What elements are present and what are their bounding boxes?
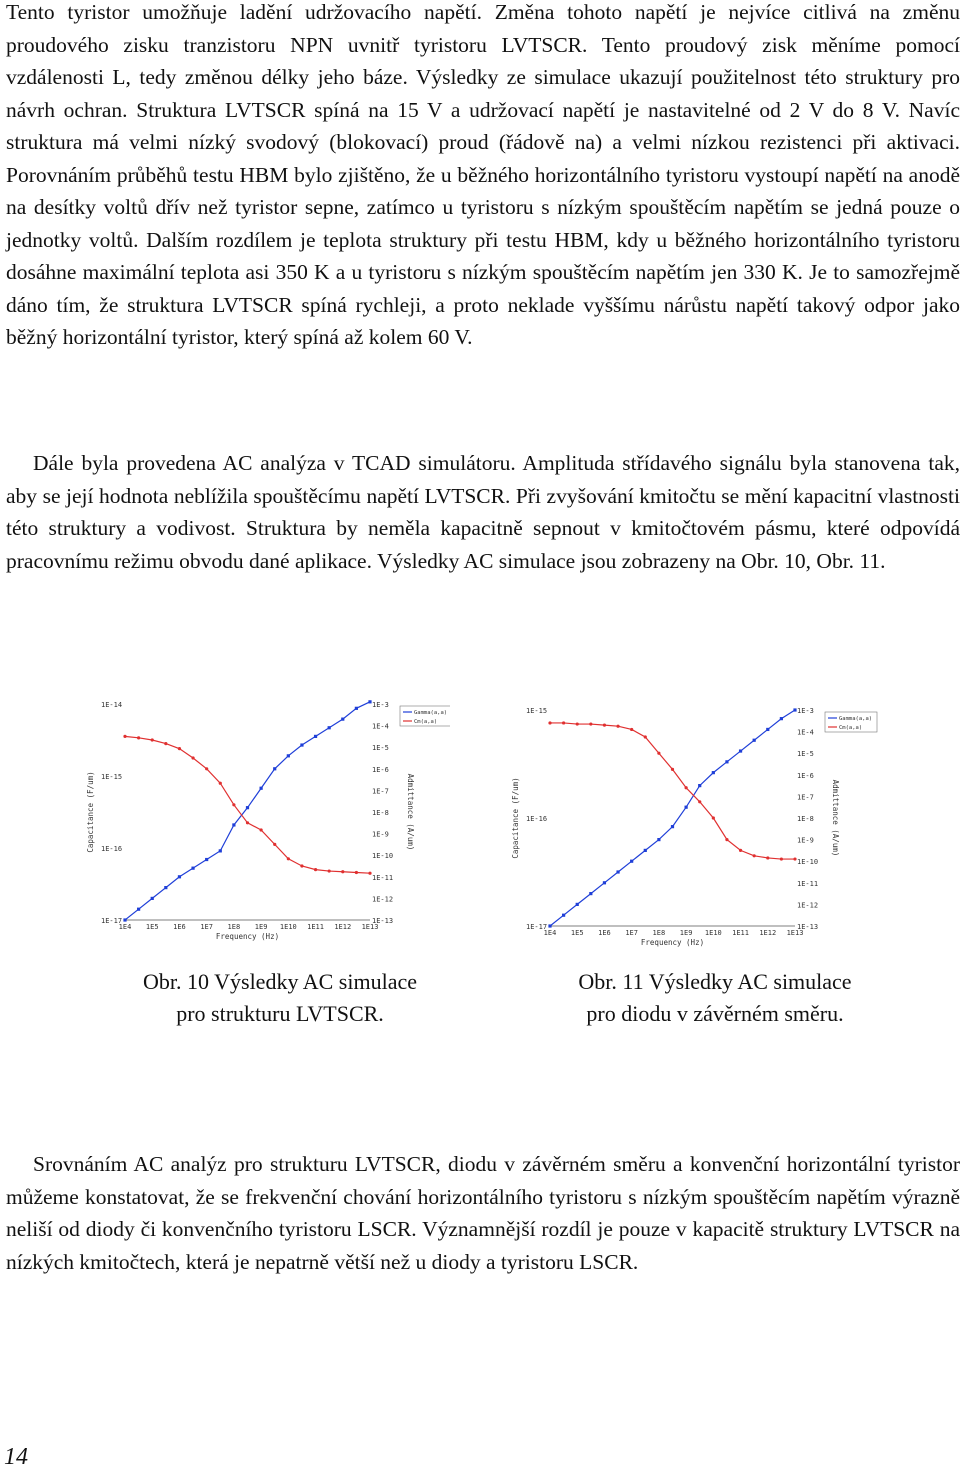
data-point-capacitance	[671, 768, 674, 771]
data-point-capacitance	[548, 721, 551, 724]
data-point-capacitance	[725, 838, 728, 841]
series-line-Gamma(a,a)	[125, 702, 370, 920]
figure-11-caption-line2: pro diodu v závěrném směru.	[586, 1001, 844, 1026]
paragraph-1: Tento tyristor umožňuje ladění udržovacího napětí. Změna tohoto napětí je nejvíce citlivá na změnu proudového zisku tranzistoru NPN uvnitř tyristoru LVTSCR. Tento proudový zisk měníme pomocí vzdálenosti L, tedy změnou délky jeho báze. Výsledky ze simulace ukazují použitelnost této struktury pro návrh ochran. Struktura LVTSCR spíná na 15 V a udržovací napětí je nastavitelné od 2 V do 8 V. Navíc struktura má velmi nízký svodový (blokovací) proud (řádově na) a velmi nízkou rezistenci při aktivaci. Porovnáním průběhů testu HBM bylo zjištěno, že u běžného horizontálního tyristoru vystoupí napětí na anodě na desítky voltů dřív než tyristor sepne, zatímco u tyristoru s nízkým spouštěcím napětím se jedná pouze o jednotky voltů. Dalším rozdílem je teplota struktury při testu HBM, kdy u běžného horizontálního tyristoru dosáhne maximální teplota asi 350 K a u tyristoru s nízkým spouštěcím napětím jen 330 K. Je to samozřejmě dáno tím, že struktura LVTSCR spíná rychleji, a proto neklade vyššímu nárůstu napětí takový odpor jako běžný horizontální tyristor, který spíná až kolem 60 V.	[6, 0, 960, 349]
data-point-admittance	[137, 908, 140, 911]
x-tick-label: 1E6	[173, 923, 186, 931]
data-point-admittance	[698, 784, 701, 787]
x-tick-label: 1E13	[361, 923, 379, 931]
y2-tick-label: 1E-3	[797, 707, 814, 715]
x-tick-label: 1E4	[543, 929, 557, 937]
x-tick-label: 1E5	[570, 929, 584, 937]
x-tick-label: 1E8	[227, 923, 241, 931]
x-tick-label: 1E11	[732, 929, 749, 937]
figure-11-chart	[505, 698, 880, 948]
data-point-capacitance	[355, 871, 358, 874]
data-point-capacitance	[123, 735, 126, 738]
page-number: 14	[4, 1444, 28, 1470]
figure-10-caption-line2: pro strukturu LVTSCR.	[176, 1001, 384, 1026]
legend-label: Cm(a,a)	[839, 725, 863, 731]
legend-label: Cm(a,a)	[414, 719, 438, 725]
data-point-admittance	[368, 700, 371, 703]
x-tick-label: 1E7	[200, 923, 213, 931]
y-tick-label: 1E-17	[526, 923, 548, 931]
paragraph-3: Srovnáním AC analýz pro strukturu LVTSCR, diodu v závěrném směru a konvenční horizontální tyristor můžeme konstatovat, že se frekvenční chování horizontálního tyristoru s nízkým spouštěcím napětím výrazně neliší od diody či konvenčního tyristoru LSCR. Významnější rozdíl je pouze v kapacitě struktury LVTSCR na nízkých kmitočtech, která je nepatrně větší než u diody a tyristoru LSCR.	[6, 1152, 960, 1274]
data-point-admittance	[151, 897, 154, 900]
data-point-capacitance	[164, 742, 167, 745]
y-tick-label: 1E-15	[101, 773, 123, 781]
y-tick-label: 1E-16	[101, 845, 123, 853]
y-axis-label: Capacitance (F/um)	[86, 771, 95, 853]
data-point-admittance	[260, 787, 263, 790]
x-tick-label: 1E5	[145, 923, 159, 931]
data-point-admittance	[287, 754, 290, 757]
legend-label: Gamma(a,a)	[414, 710, 448, 716]
data-point-capacitance	[191, 756, 194, 759]
data-point-capacitance	[589, 722, 592, 725]
y2-tick-label: 1E-6	[372, 765, 389, 774]
data-point-capacitance	[178, 747, 181, 750]
figure-11-caption	[525, 966, 905, 1030]
y2-tick-label: 1E-4	[797, 728, 814, 737]
x-tick-label: 1E10	[704, 929, 722, 937]
x-tick-label: 1E8	[652, 929, 666, 937]
data-point-admittance	[616, 870, 619, 873]
y2-tick-label: 1E-12	[797, 901, 819, 910]
data-point-admittance	[548, 924, 551, 927]
data-point-admittance	[246, 806, 249, 809]
data-point-admittance	[300, 743, 303, 746]
data-point-capacitance	[205, 767, 208, 770]
figure-10-caption	[80, 966, 480, 1030]
y2-tick-label: 1E-11	[372, 873, 394, 882]
data-point-capacitance	[712, 816, 715, 819]
data-point-admittance	[328, 726, 331, 729]
data-point-admittance	[712, 771, 715, 774]
data-point-admittance	[766, 728, 769, 731]
x-tick-label: 1E11	[307, 923, 324, 931]
figure-10-chart	[80, 692, 450, 942]
y-tick-label: 1E-17	[101, 917, 123, 925]
data-point-capacitance	[341, 870, 344, 873]
data-point-admittance	[603, 881, 606, 884]
x-tick-label: 1E9	[254, 923, 268, 931]
data-point-capacitance	[328, 869, 331, 872]
x-tick-label: 1E6	[598, 929, 611, 937]
data-point-admittance	[685, 806, 688, 809]
y2-axis-label: Admittance (A/um)	[831, 779, 840, 857]
x-tick-label: 1E13	[786, 929, 804, 937]
paragraph-2: Dále byla provedena AC analýza v TCAD simulátoru. Amplituda střídavého signálu byla stanovena tak, aby se její hodnota neblížila spouštěcímu napětí LVTSCR. Při zvyšování kmitočtu se mění kapacitní vlastnosti této struktury a vodivost. Struktura by neměla kapacitně sepnout v kmitočtovém pásmu, které odpovídá pracovnímu režimu obvodu dané aplikace. Výsledky AC simulace jsou zobrazeny na Obr. 10, Obr. 11.	[6, 451, 960, 573]
y-tick-label: 1E-16	[526, 815, 548, 823]
x-tick-label: 1E12	[759, 929, 777, 937]
data-point-capacitance	[576, 722, 579, 725]
data-point-admittance	[178, 875, 181, 878]
data-point-capacitance	[644, 735, 647, 738]
y2-tick-label: 1E-10	[797, 858, 819, 867]
data-point-capacitance	[616, 725, 619, 728]
data-point-admittance	[793, 708, 796, 711]
data-point-capacitance	[766, 856, 769, 859]
data-point-admittance	[562, 914, 565, 917]
data-point-admittance	[191, 867, 194, 870]
y2-tick-label: 1E-12	[372, 895, 394, 904]
y2-axis-label: Admittance (A/um)	[406, 773, 415, 851]
y2-tick-label: 1E-5	[797, 750, 814, 759]
data-point-admittance	[232, 823, 235, 826]
data-point-capacitance	[562, 721, 565, 724]
data-point-admittance	[341, 718, 344, 721]
series-line-Gamma(a,a)	[550, 710, 795, 926]
data-point-capacitance	[603, 724, 606, 727]
data-point-capacitance	[287, 857, 290, 860]
data-point-admittance	[314, 735, 317, 738]
y2-tick-label: 1E-7	[797, 793, 814, 802]
data-point-admittance	[205, 858, 208, 861]
data-point-capacitance	[685, 786, 688, 789]
y2-tick-label: 1E-4	[372, 722, 389, 731]
data-point-capacitance	[780, 857, 783, 860]
x-tick-label: 1E12	[334, 923, 352, 931]
data-point-capacitance	[246, 821, 249, 824]
data-point-capacitance	[273, 843, 276, 846]
y2-tick-label: 1E-9	[797, 836, 814, 845]
x-tick-label: 1E9	[679, 929, 693, 937]
y-tick-label: 1E-14	[101, 701, 123, 709]
x-axis-label: Frequency (Hz)	[215, 932, 280, 941]
data-point-admittance	[644, 849, 647, 852]
y2-tick-label: 1E-3	[372, 701, 389, 709]
data-point-admittance	[657, 838, 660, 841]
y2-tick-label: 1E-9	[372, 830, 389, 839]
data-point-admittance	[630, 860, 633, 863]
x-axis-label: Frequency (Hz)	[640, 938, 705, 947]
data-point-capacitance	[300, 864, 303, 867]
data-point-capacitance	[630, 728, 633, 731]
data-point-admittance	[219, 849, 222, 852]
data-point-capacitance	[137, 736, 140, 739]
data-point-admittance	[123, 918, 126, 921]
y2-tick-label: 1E-13	[797, 923, 819, 931]
data-point-capacitance	[219, 782, 222, 785]
figure-10-caption-line1: Obr. 10 Výsledky AC simulace	[143, 969, 417, 994]
data-point-capacitance	[698, 800, 701, 803]
y-axis-label: Capacitance (F/um)	[511, 777, 520, 859]
legend-label: Gamma(a,a)	[839, 716, 873, 722]
data-point-admittance	[753, 739, 756, 742]
x-tick-label: 1E10	[279, 923, 297, 931]
data-point-capacitance	[232, 803, 235, 806]
data-point-capacitance	[368, 872, 371, 875]
data-point-admittance	[780, 717, 783, 720]
y2-tick-label: 1E-5	[372, 744, 389, 753]
y2-tick-label: 1E-8	[797, 815, 814, 823]
data-point-capacitance	[657, 752, 660, 755]
data-point-admittance	[273, 767, 276, 770]
data-point-admittance	[725, 760, 728, 763]
x-tick-label: 1E7	[625, 929, 638, 937]
series-line-Cm(a,a)	[550, 723, 795, 859]
data-point-capacitance	[793, 857, 796, 860]
data-point-admittance	[355, 707, 358, 710]
y2-tick-label: 1E-6	[797, 771, 814, 780]
y-tick-label: 1E-15	[526, 707, 548, 715]
y2-tick-label: 1E-10	[372, 852, 394, 861]
data-point-admittance	[576, 903, 579, 906]
data-point-capacitance	[314, 868, 317, 871]
data-point-capacitance	[151, 738, 154, 741]
data-point-admittance	[164, 886, 167, 889]
data-point-capacitance	[753, 854, 756, 857]
figure-11-caption-line1: Obr. 11 Výsledky AC simulace	[578, 969, 852, 994]
data-point-admittance	[671, 825, 674, 828]
data-point-capacitance	[739, 849, 742, 852]
data-point-capacitance	[260, 828, 263, 831]
data-point-admittance	[739, 749, 742, 752]
y2-tick-label: 1E-13	[372, 917, 394, 925]
x-tick-label: 1E4	[118, 923, 132, 931]
y2-tick-label: 1E-8	[372, 809, 389, 817]
y2-tick-label: 1E-7	[372, 787, 389, 796]
y2-tick-label: 1E-11	[797, 879, 819, 888]
data-point-admittance	[589, 892, 592, 895]
series-line-Cm(a,a)	[125, 736, 370, 873]
